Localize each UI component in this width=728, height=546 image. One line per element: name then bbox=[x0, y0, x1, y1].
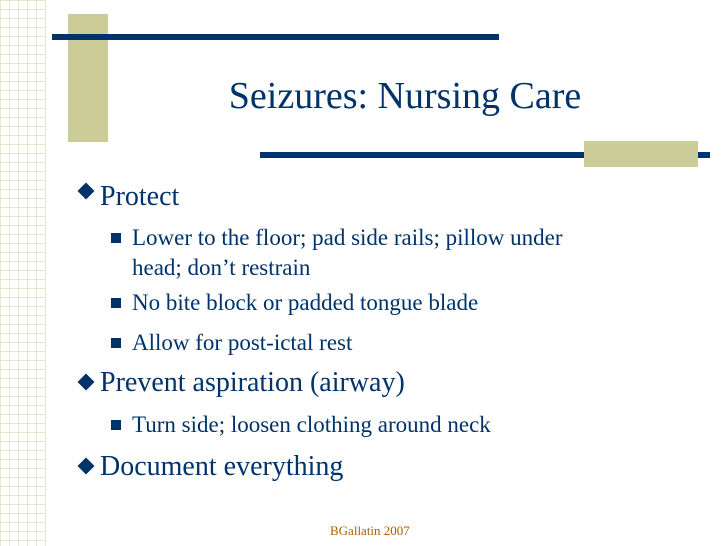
square-bullet-icon bbox=[111, 338, 121, 348]
square-bullet-icon bbox=[111, 233, 121, 243]
sub-bullet-lower-floor: Lower to the floor; pad side rails; pillow under bbox=[132, 225, 563, 250]
square-bullet-icon bbox=[111, 298, 121, 308]
sub-bullet-post-ictal: Allow for post-ictal rest bbox=[132, 330, 353, 355]
sub-bullet-turn-side: Turn side; loosen clothing around neck bbox=[132, 412, 491, 437]
bullet-protect: Protect bbox=[100, 181, 180, 212]
sub-bullet-bite-block: No bite block or padded tongue blade bbox=[132, 290, 479, 315]
diamond-bullet-icon bbox=[78, 374, 95, 391]
slide-title: Seizures: Nursing Care bbox=[228, 75, 582, 117]
diamond-bullet-icon bbox=[78, 183, 95, 200]
diamond-bullet-icon bbox=[78, 458, 95, 475]
sub-bullet-lower-floor-cont: head; don’t restrain bbox=[132, 255, 311, 280]
slide-footer: BGallatin 2007 bbox=[330, 523, 410, 538]
bullet-prevent-aspiration: Prevent aspiration (airway) bbox=[100, 367, 405, 398]
square-bullet-icon bbox=[111, 420, 121, 430]
bullet-document: Document everything bbox=[100, 451, 344, 482]
